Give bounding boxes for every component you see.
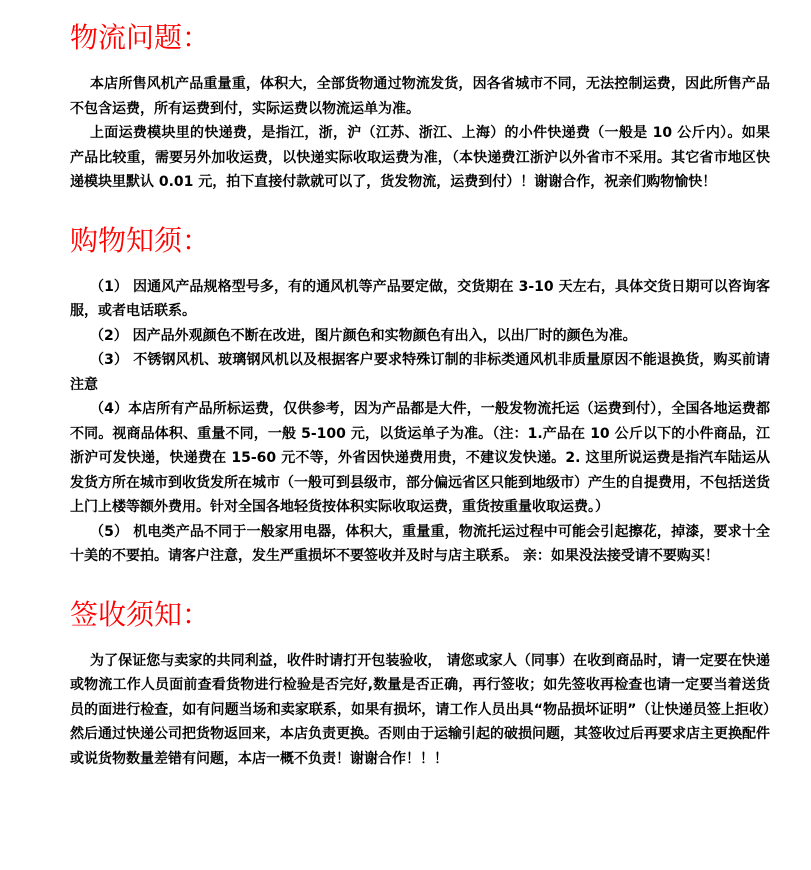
shopping-item-4: （4）本店所有产品所标运费，仅供参考，因为产品都是大件，一般发物流托运（运费到付），全国各地运费都不同。视商品体积、重量不同，一般 5-100 元，以货运单子为准。（注：1.产品在 10 公斤以下的小件商品，江浙沪可发快递，快递费在 15-60 元不等，外省因快递费用贵，不建议发快递。2. 这里所说运费是指汽车陆运从发货方所在城市到收货发所在城市（一般可到县级市，部分偏远省区只能到地级市）产生的自提费用，不包括送货上门上楼等额外费用。针对全国各地轻货按体积实际收取运费，重货按重量收取运费。） xyxy=(70,401,770,515)
shopping-item-5: （5） 机电类产品不同于一般家用电器，体积大，重量重，物流托运过程中可能会引起擦花，掉漆，要求十全十美的不要拍。请客户注意，发生严重损坏不要签收并及时与店主联系。 亲：如果没法接受请不要购买！ xyxy=(70,523,770,564)
receipt-heading: 签收须知： xyxy=(70,597,211,631)
logistics-paragraph-2: 上面运费模块里的快递费，是指江，浙，沪（江苏、浙江、上海）的小件快递费（一般是 10 公斤内）。如果产品比较重，需要另外加收运费，以快递实际收取运费为准，（本快递费江浙沪以外省市不采用。其它省市地区快递模块里默认 0.01 元，拍下直接付款就可以了，货发物流，运费到付）！谢谢合作，祝亲们购物愉快！ xyxy=(70,125,770,190)
shopping-item-1: （1） 因通风产品规格型号多，有的通风机等产品要定做，交货期在 3-10 天左右，具体交货日期可以咨询客服，或者电话联系。 xyxy=(70,278,770,319)
logistics-heading: 物流问题： xyxy=(70,21,211,54)
receipt-section xyxy=(70,649,770,772)
receipt-paragraph: 为了保证您与卖家的共同利益，收件时请打开包装验收， 请您或家人（同事）在收到商品时，请一定要在快递或物流工作人员面前查看货物进行检验是否完好,数量是否正确，再行签收；如先签收再检查也请一定要当着送货员的面进行检查，如有问题当场和卖家联系，如果有损坏，请工作人员出具“物品损坏证明”（让快递员签上拒收）然后通过快递公司把货物返回来，本店负责更换。否则由于运输引起的破损问题，其签收过后再要求店主更换配件或说货物数量差错有问题，本店一概不负责！谢谢合作！！！ xyxy=(70,652,770,767)
shopping-item-3: （3） 不锈钢风机、玻璃钢风机以及根据客户要求特殊订制的非标类通风机非质量原因不能退换货，购买前请注意 xyxy=(70,352,770,393)
logistics-section xyxy=(70,72,770,195)
shopping-heading: 购物知须： xyxy=(70,223,211,257)
shopping-item-2: （2） 因产品外观颜色不断在改进，图片颜色和实物颜色有出入，以出厂时的颜色为准。 xyxy=(90,327,637,344)
logistics-paragraph-1: 本店所售风机产品重量重，体积大，全部货物通过物流发货，因各省城市不同，无法控制运费，因此所售产品不包含运费，所有运费到付，实际运费以物流运单为准。 xyxy=(70,76,770,117)
shopping-section xyxy=(70,275,770,569)
